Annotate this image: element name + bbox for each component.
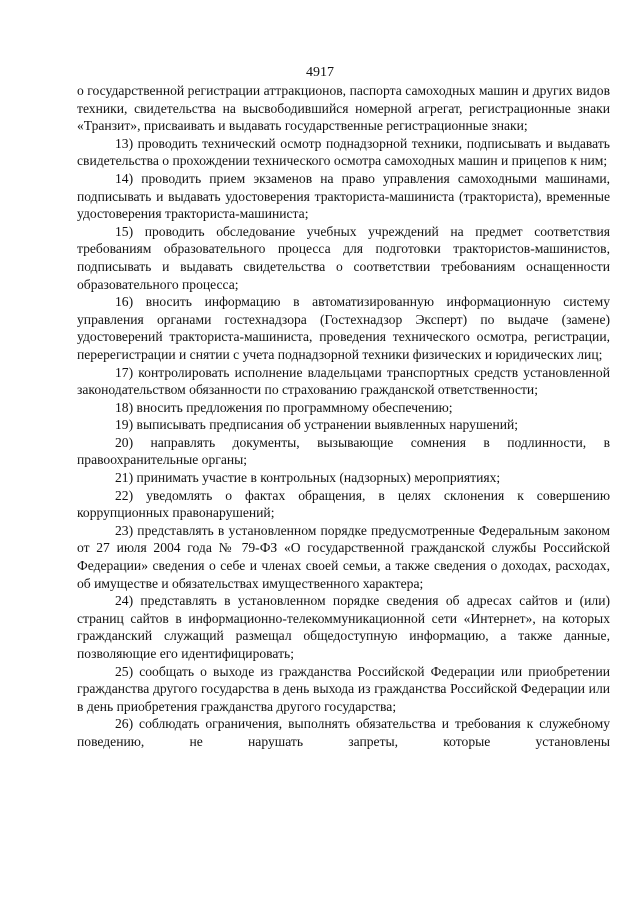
paragraph-item-23: 23) представлять в установленном порядке предусмотренные Федеральным законом от 27 июля 2004 года № 79-ФЗ «О государственной гражданской службы Российской Федерации» сведения о себе и членах своей семьи, а также сведения о доходах, расходах, об имуществе и обязательствах имущественного характера; (77, 522, 610, 591)
paragraph-item-18: 18) вносить предложения по программному обеспечению; (115, 399, 453, 415)
paragraph-item-25: 25) сообщать о выходе из гражданства Российской Федерации или приобретении гражданства другого государства в день выхода из гражданства Российской Федерации или в день приобретения гражданства другого государства; (77, 663, 610, 714)
paragraph-item-15: 15) проводить обследование учебных учреждений на предмет соответствия требованиям образовательного процесса для подготовки трактористов-машинистов, подписывать и выдавать свидетельства о соответствии требованиям оснащенности образовательного процесса; (77, 223, 610, 292)
page-number: 4917 (306, 65, 334, 80)
paragraph-item-17: 17) контролировать исполнение владельцами транспортных средств установленной законодательством обязанности по страхованию гражданской ответственности; (77, 364, 610, 398)
document-body (77, 82, 610, 751)
paragraph-item-14: 14) проводить прием экзаменов на право управления самоходными машинами, подписывать и выдавать удостоверения тракториста-машиниста (тракториста), временные удостоверения тракториста-машиниста; (77, 170, 610, 222)
paragraph-item-19: 19) выписывать предписания об устранении выявленных нарушений; (115, 417, 519, 433)
paragraph-item-20: 20) направлять документы, вызывающие сомнения в подлинности, в правоохранительные органы; (77, 434, 610, 468)
paragraph-item-22: 22) уведомлять о фактах обращения, в целях склонения к совершению коррупционных правонарушений; (77, 487, 610, 521)
paragraph-item-21: 21) принимать участие в контрольных (надзорных) мероприятиях; (115, 470, 501, 486)
paragraph-item-16: 16) вносить информацию в автоматизированную информационную систему управления органами гостехнадзора (Гостехнадзор Эксперт) по выдаче (замене) удостоверений тракториста-машиниста, проведения технического осмотра, регистрации, перерегистрации и снятии с учета поднадзорной техники физических и юридических лиц; (77, 294, 610, 362)
paragraph-item-13: 13) проводить технический осмотр поднадзорной техники, подписывать и выдавать свидетельства о прохождении технического осмотра самоходных машин и прицепов к ним; (77, 135, 610, 169)
paragraph-continued: о государственной регистрации аттракционов, паспорта самоходных машин и других видов техники, свидетельства на высвободившийся номерной агрегат, регистрационные знаки «Транзит», присваивать и выдавать государственные регистрационные знаки; (77, 83, 610, 134)
paragraph-item-26: 26) соблюдать ограничения, выполнять обязательства и требования к служебному поведению, не нарушать запреты, которые установлены (77, 716, 610, 749)
paragraph-item-24: 24) представлять в установленном порядке сведения об адресах сайтов и (или) страниц сайтов в информационно-телекоммуникационной сети «Интернет», на которых гражданский служащий размещал общедоступную информацию, а также данные, позволяющие его идентифицировать; (77, 593, 610, 661)
